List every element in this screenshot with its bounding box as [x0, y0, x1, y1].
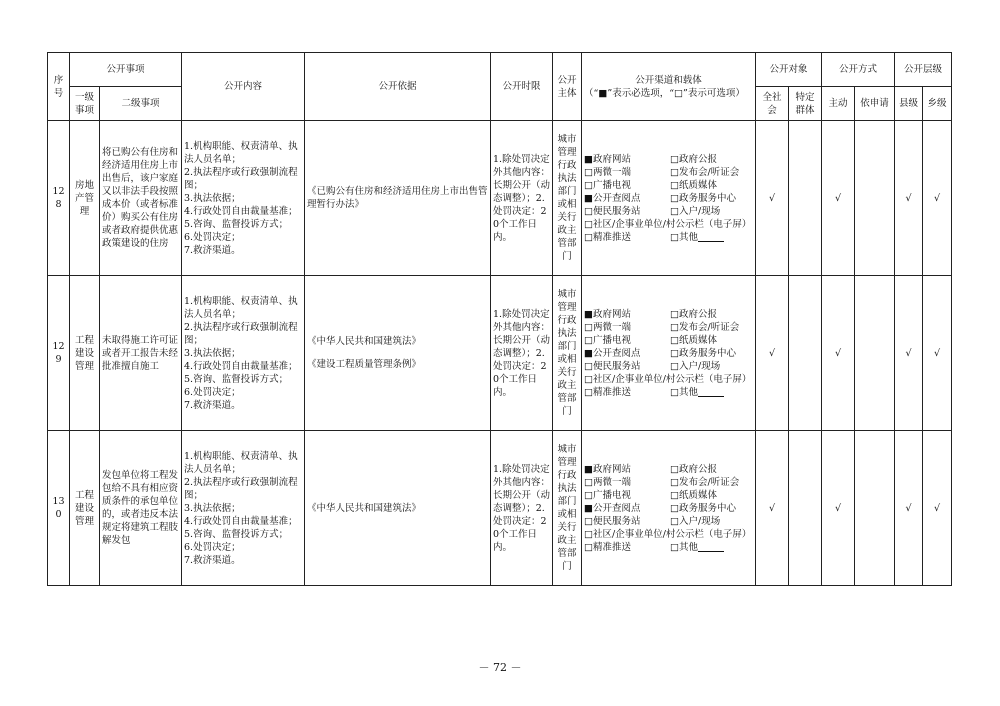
header-content: 公开内容 — [182, 53, 305, 121]
channel-option: ■公开查阅点 — [584, 502, 641, 514]
row-basis — [305, 121, 491, 276]
channel-line — [584, 347, 753, 360]
content-line: 3.执法依据； — [184, 502, 241, 514]
channel-option: □入户/现场 — [670, 515, 721, 527]
header-channel-note: （“■”表示必选项，“□”表示可选项） — [584, 87, 745, 99]
header-level2: 二级事项 — [100, 87, 182, 121]
channel-option: ■公开查阅点 — [584, 347, 641, 359]
row-target-specific — [789, 121, 822, 276]
content-line: 7.救济渠道。 — [184, 554, 241, 566]
content-line: 4.行政处罚自由裁量基准； — [184, 515, 298, 527]
channel-option: □纸质媒体 — [670, 489, 717, 501]
row-method-request — [855, 276, 895, 431]
row-basis — [305, 431, 491, 586]
row-method-active: √ — [822, 431, 855, 586]
channel-line — [584, 231, 753, 244]
channel-line — [584, 321, 753, 334]
channel-line — [584, 179, 753, 192]
page-number: － 72 － — [478, 661, 522, 674]
row-level-county: √ — [895, 276, 923, 431]
content-line: 1.机构职能、权责清单、执法人员名单； — [184, 295, 298, 320]
content-line: 2.执法程序或行政强制流程图； — [184, 476, 298, 501]
disclosure-table — [47, 52, 952, 586]
channel-line — [584, 463, 753, 476]
row-period: 1.除处罚决定外其他内容：长期公开（动态调整）；2.处罚决定：20个工作日内。 — [491, 121, 553, 276]
channel-line — [584, 308, 753, 321]
channel-line — [584, 192, 753, 205]
channel-option: □便民服务站 — [584, 205, 641, 217]
content-line: 2.执法程序或行政强制流程图； — [184, 321, 298, 346]
basis-line: 《建设工程质量管理条例》 — [307, 359, 422, 370]
row-subject: 城市管理行政执法部门或相关行政主管部门 — [553, 431, 582, 586]
channel-option: □两微一端 — [584, 321, 631, 333]
channel-option: □便民服务站 — [584, 515, 641, 527]
row-method-active: √ — [822, 121, 855, 276]
channel-option: □纸质媒体 — [670, 334, 717, 346]
basis-line: 《已购公有住房和经济适用住房上市出售管理暂行办法》 — [307, 186, 488, 210]
row-target-all: √ — [756, 121, 789, 276]
row-target-specific — [789, 431, 822, 586]
row-channels — [582, 431, 756, 586]
content-line: 2.执法程序或行政强制流程图； — [184, 166, 298, 191]
channel-option: ■政府网站 — [584, 153, 631, 165]
row-subject: 城市管理行政执法部门或相关行政主管部门 — [553, 276, 582, 431]
row-period: 1.除处罚决定外其他内容：长期公开（动态调整）；2.处罚决定：20个工作日内。 — [491, 276, 553, 431]
channel-line — [584, 515, 753, 528]
channel-option: □社区/企事业单位/村公示栏（电子屏） — [584, 218, 752, 230]
header-channel-title: 公开渠道和载体 — [635, 74, 702, 86]
row-target-all: √ — [756, 431, 789, 586]
row-level-county: √ — [895, 121, 923, 276]
channel-option: □发布会/听证会 — [670, 321, 740, 333]
channel-option: □其他 — [670, 541, 698, 553]
channel-line — [584, 489, 753, 502]
row-subject: 城市管理行政执法部门或相关行政主管部门 — [553, 121, 582, 276]
blank-underline — [698, 231, 724, 242]
row-content — [182, 431, 305, 586]
channel-option: □广播电视 — [584, 489, 631, 501]
channel-option: □政务服务中心 — [670, 192, 736, 204]
channel-line — [584, 541, 753, 554]
header-subject: 公开主体 — [553, 53, 582, 121]
channel-line — [584, 373, 753, 386]
channel-line — [584, 476, 753, 489]
row-level-town: √ — [923, 121, 952, 276]
channel-line — [584, 153, 753, 166]
row-content — [182, 276, 305, 431]
content-line: 7.救济渠道。 — [184, 399, 241, 411]
blank-underline — [698, 541, 724, 552]
channel-option: □政务服务中心 — [670, 347, 736, 359]
row-channels — [582, 276, 756, 431]
header-method-active: 主动 — [822, 87, 855, 121]
header-level-group: 公开层级 — [895, 53, 952, 87]
row-target-specific — [789, 276, 822, 431]
row-method-request — [855, 121, 895, 276]
channel-line — [584, 166, 753, 179]
row-level2: 发包单位将工程发包给不具有相应资质条件的承包单位的，或者违反本法规定将建筑工程肢解发包 — [100, 431, 182, 586]
row-period: 1.除处罚决定外其他内容：长期公开（动态调整）；2.处罚决定：20个工作日内。 — [491, 431, 553, 586]
channel-option: □政府公报 — [670, 153, 717, 165]
row-channels — [582, 121, 756, 276]
content-line: 3.执法依据； — [184, 192, 241, 204]
channel-option: □两微一端 — [584, 476, 631, 488]
header-method-request: 依申请 — [855, 87, 895, 121]
content-line: 6.处罚决定； — [184, 541, 241, 553]
header-basis: 公开依据 — [305, 53, 491, 121]
content-line: 4.行政处罚自由裁量基准； — [184, 360, 298, 372]
content-line: 3.执法依据； — [184, 347, 241, 359]
content-line: 5.咨询、监督投诉方式； — [184, 218, 289, 230]
row-target-all: √ — [756, 276, 789, 431]
table-row — [48, 276, 952, 431]
channel-option: □两微一端 — [584, 166, 631, 178]
header-row-1 — [48, 53, 952, 87]
channel-line — [584, 360, 753, 373]
row-seq: 128 — [48, 121, 70, 276]
content-line: 6.处罚决定； — [184, 231, 241, 243]
row-level1: 工程建设管理 — [70, 276, 100, 431]
header-period: 公开时限 — [491, 53, 553, 121]
channel-option: □精准推送 — [584, 541, 631, 553]
channel-line — [584, 205, 753, 218]
header-method-group: 公开方式 — [822, 53, 895, 87]
channel-option: □发布会/听证会 — [670, 476, 740, 488]
row-seq: 129 — [48, 276, 70, 431]
row-method-active: √ — [822, 276, 855, 431]
channel-option: □纸质媒体 — [670, 179, 717, 191]
channel-option: □社区/企事业单位/村公示栏（电子屏） — [584, 373, 752, 385]
header-target-specific: 特定群体 — [789, 87, 822, 121]
row-level-town: √ — [923, 431, 952, 586]
header-channel — [582, 53, 756, 121]
channel-option: □政务服务中心 — [670, 502, 736, 514]
row-level2: 将已购公有住房和经济适用住房上市出售后，该户家庭又以非法手段按照成本价（或者标准价）购买公有住房或者政府提供优惠政策建设的住房 — [100, 121, 182, 276]
table-row — [48, 121, 952, 276]
channel-option: □其他 — [670, 231, 698, 243]
header-level-county: 县级 — [895, 87, 923, 121]
row-basis — [305, 276, 491, 431]
channel-line — [584, 334, 753, 347]
content-line: 6.处罚决定； — [184, 386, 241, 398]
basis-line: 《中华人民共和国建筑法》 — [307, 336, 422, 347]
header-level1: 一级事项 — [70, 87, 100, 121]
channel-option: □政府公报 — [670, 463, 717, 475]
row-method-request — [855, 431, 895, 586]
channel-option: □精准推送 — [584, 386, 631, 398]
channel-line — [584, 502, 753, 515]
channel-line — [584, 218, 753, 231]
channel-option: ■公开查阅点 — [584, 192, 641, 204]
header-target-all: 全社会 — [756, 87, 789, 121]
row-level-town: √ — [923, 276, 952, 431]
header-seq: 序号 — [48, 53, 70, 121]
channel-option: □入户/现场 — [670, 205, 721, 217]
row-level2: 未取得施工许可证或者开工报告未经批准擅自施工 — [100, 276, 182, 431]
content-line: 1.机构职能、权责清单、执法人员名单； — [184, 140, 298, 165]
content-line: 5.咨询、监督投诉方式； — [184, 373, 289, 385]
channel-line — [584, 386, 753, 399]
channel-option: ■政府网站 — [584, 308, 631, 320]
channel-option: □便民服务站 — [584, 360, 641, 372]
channel-option: □政府公报 — [670, 308, 717, 320]
channel-option: □社区/企事业单位/村公示栏（电子屏） — [584, 528, 752, 540]
channel-option: □精准推送 — [584, 231, 631, 243]
table-row — [48, 431, 952, 586]
content-line: 4.行政处罚自由裁量基准； — [184, 205, 298, 217]
header-target-group: 公开对象 — [756, 53, 822, 87]
channel-option: □其他 — [670, 386, 698, 398]
row-level1: 房地产管理 — [70, 121, 100, 276]
row-seq: 130 — [48, 431, 70, 586]
channel-option: □发布会/听证会 — [670, 166, 740, 178]
blank-underline — [698, 386, 724, 397]
channel-line — [584, 528, 753, 541]
channel-option: □广播电视 — [584, 179, 631, 191]
content-line: 1.机构职能、权责清单、执法人员名单； — [184, 450, 298, 475]
basis-line: 《中华人民共和国建筑法》 — [307, 502, 422, 514]
channel-option: □广播电视 — [584, 334, 631, 346]
channel-option: □入户/现场 — [670, 360, 721, 372]
row-level-county: √ — [895, 431, 923, 586]
header-item-group: 公开事项 — [70, 53, 182, 87]
header-level-town: 乡级 — [923, 87, 952, 121]
row-level1: 工程建设管理 — [70, 431, 100, 586]
channel-option: ■政府网站 — [584, 463, 631, 475]
content-line: 5.咨询、监督投诉方式； — [184, 528, 289, 540]
row-content — [182, 121, 305, 276]
content-line: 7.救济渠道。 — [184, 244, 241, 256]
